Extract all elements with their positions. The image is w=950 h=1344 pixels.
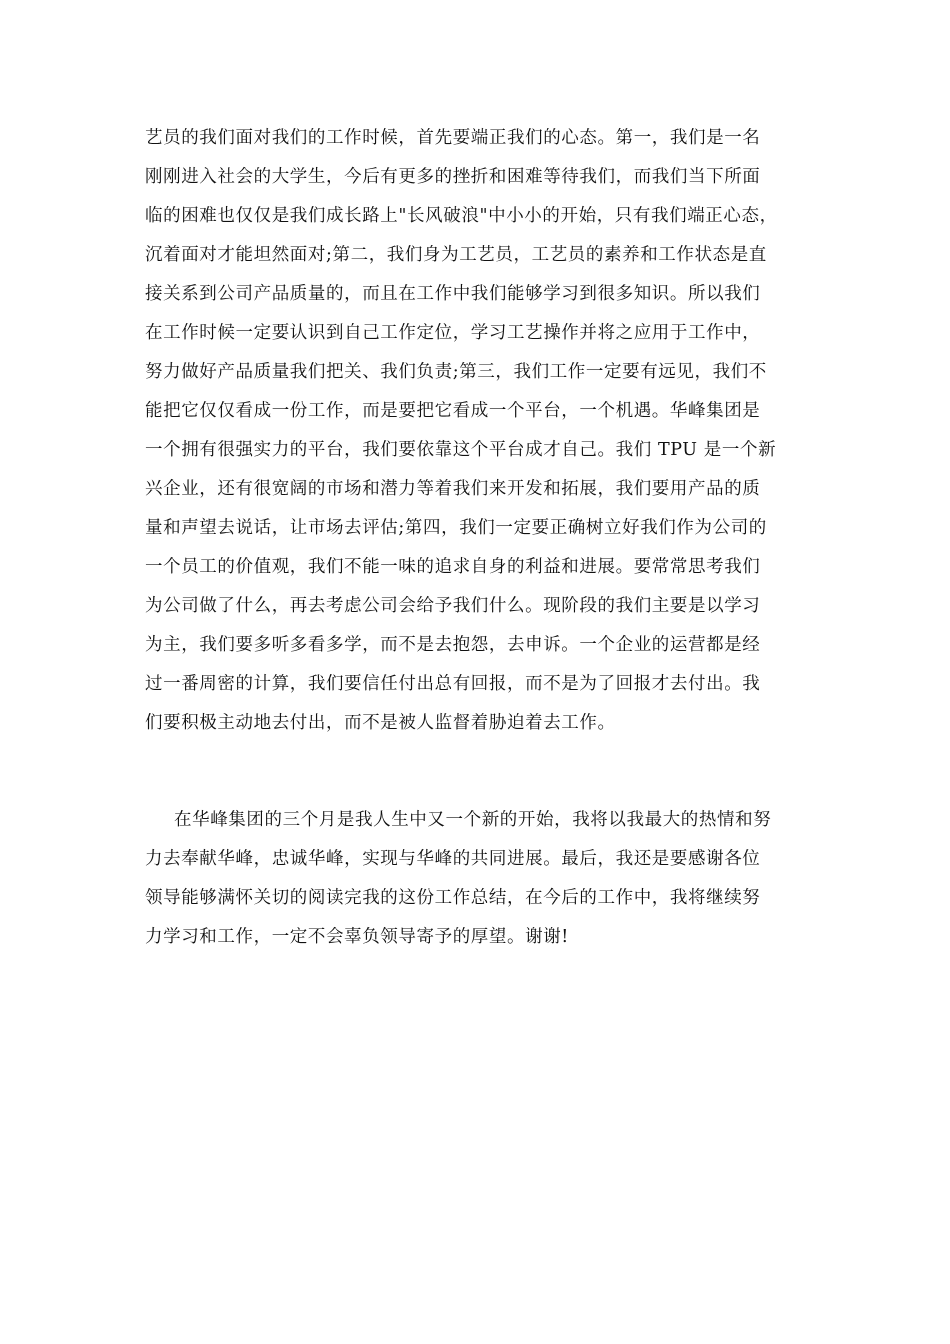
text-line: 力学习和工作，一定不会辜负领导寄予的厚望。谢谢! xyxy=(145,927,569,947)
text-line: 们要积极主动地去付出，而不是被人监督着胁迫着去工作。 xyxy=(145,713,616,733)
text-line: 一个拥有很强实力的平台，我们要依靠这个平台成才自己。我们 TPU 是一个新 xyxy=(145,440,777,460)
text-line: 领导能够满怀关切的阅读完我的这份工作总结，在今后的工作中，我将继续努 xyxy=(145,888,761,908)
text-line: 量和声望去说话，让市场去评估;第四，我们一定要正确树立好我们作为公司的 xyxy=(145,518,767,538)
text-line: 一个员工的价值观，我们不能一味的追求自身的利益和进展。要常常思考我们 xyxy=(145,557,761,577)
text-line: 为主，我们要多听多看多学，而不是去抱怨，去申诉。一个企业的运营都是经 xyxy=(145,635,761,655)
text-line: 为公司做了什么，再去考虑公司会给予我们什么。现阶段的我们主要是以学习 xyxy=(145,596,761,616)
text-line: 临的困难也仅仅是我们成长路上"长风破浪"中小小的开始，只有我们端正心态， xyxy=(145,206,778,226)
text-line: 艺员的我们面对我们的工作时候，首先要端正我们的心态。第一，我们是一名 xyxy=(145,128,761,148)
text-line: 过一番周密的计算，我们要信任付出总有回报，而不是为了回报才去付出。我 xyxy=(145,674,761,694)
text-line: 在华峰集团的三个月是我人生中又一个新的开始，我将以我最大的热情和努 xyxy=(174,810,772,830)
text-line: 刚刚进入社会的大学生，今后有更多的挫折和困难等待我们，而我们当下所面 xyxy=(145,167,761,187)
text-line: 努力做好产品质量我们把关、我们负责;第三，我们工作一定要有远见，我们不 xyxy=(145,362,767,382)
text-line: 能把它仅仅看成一份工作，而是要把它看成一个平台，一个机遇。华峰集团是 xyxy=(145,401,761,421)
text-line: 沉着面对才能坦然面对;第二，我们身为工艺员，工艺员的素养和工作状态是直 xyxy=(145,245,767,265)
text-line: 力去奉献华峰，忠诚华峰，实现与华峰的共同进展。最后，我还是要感谢各位 xyxy=(145,849,761,869)
text-line: 在工作时候一定要认识到自己工作定位，学习工艺操作并将之应用于工作中， xyxy=(145,323,761,343)
text-line: 兴企业，还有很宽阔的市场和潜力等着我们来开发和拓展，我们要用产品的质 xyxy=(145,479,761,499)
text-line: 接关系到公司产品质量的，而且在工作中我们能够学习到很多知识。所以我们 xyxy=(145,284,761,304)
